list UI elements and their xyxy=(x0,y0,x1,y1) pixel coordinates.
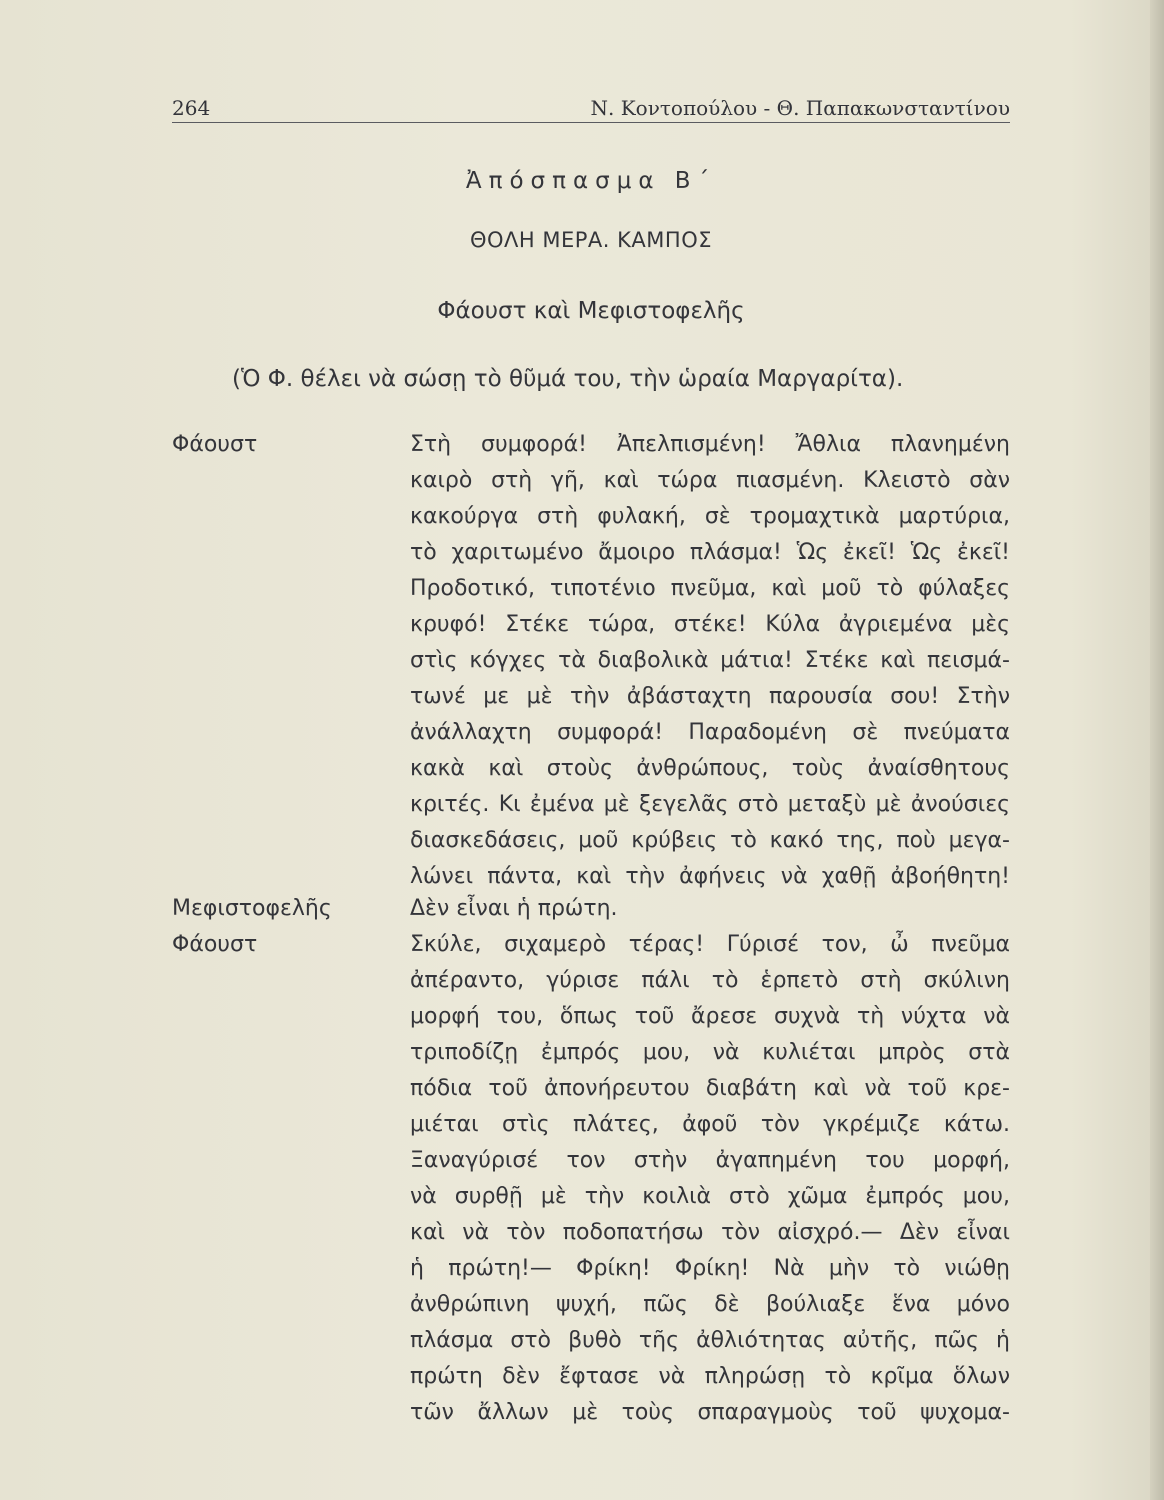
text-line: διασκεδάσεις, μοῦ κρύβεις τὸ κακό της, ποὺ μεγα- xyxy=(410,828,1010,853)
text-line: στὶς κόγχες τὰ διαβολικὰ μάτια! Στέκε καὶ πεισμά- xyxy=(410,648,1010,673)
text-line: κριτές. Κι ἐμένα μὲ ξεγελᾶς στὸ μεταξὺ μὲ ἀνούσιες xyxy=(410,792,1010,817)
excerpt-title: Ἀπόσπασμα Β΄ xyxy=(465,168,717,194)
text-line: πόδια τοῦ ἀπονήρευτου διαβάτη καὶ νὰ τοῦ κρε- xyxy=(410,1076,1010,1101)
text-line: λώνει πάντα, καὶ τὴν ἀφήνεις νὰ χαθῇ ἀβοήθητη! xyxy=(410,864,1010,889)
text-line: ἀνθρώπινη ψυχή, πῶς δὲ βούλιαξε ἕνα μόνο xyxy=(410,1292,1010,1317)
header-rule xyxy=(172,122,1010,123)
text-line: τωνέ με μὲ τὴν ἀβάσταχτη παρουσία σου! Στὴν xyxy=(410,684,1010,709)
text-line: νὰ συρθῇ μὲ τὴν κοιλιὰ στὸ χῶμα ἐμπρός μου, xyxy=(410,1184,1010,1209)
characters-line: Φάουστ καὶ Μεφιστοφελῆς xyxy=(437,298,745,324)
text-line: τῶν ἄλλων μὲ τοὺς σπαραγμοὺς τοῦ ψυχομα- xyxy=(410,1400,1010,1425)
speaker-faust: Φάουστ xyxy=(172,432,258,457)
text-line: κρυφό! Στέκε τώρα, στέκε! Κύλα ἀγριεμένα μὲς xyxy=(410,612,1010,637)
page-edge-shadow xyxy=(1150,0,1164,1500)
running-head-authors: Ν. Κοντοπούλου - Θ. Παπακωνσταντίνου xyxy=(590,96,1010,120)
text-line: Ξαναγύρισέ τον στὴν ἀγαπημένη του μορφή, xyxy=(410,1148,1010,1173)
text-line: καὶ νὰ τὸν ποδοπατήσω τὸν αἰσχρό.— Δὲν εἶναι xyxy=(410,1220,1010,1245)
text-line: ἀπέραντο, γύρισε πάλι τὸ ἑρπετὸ στὴ σκύλινη xyxy=(410,968,1010,993)
text-line: καιρὸ στὴ γῆ, καὶ τώρα πιασμένη. Κλειστὸ σὰν xyxy=(410,468,1010,493)
text-line: τὸ χαριτωμένο ἄμοιρο πλάσμα! Ὡς ἐκεῖ! Ὡς ἐκεῖ! xyxy=(410,540,1010,565)
text-line: πλάσμα στὸ βυθὸ τῆς ἀθλιότητας αὐτῆς, πῶς ἡ xyxy=(410,1328,1010,1353)
stage-direction: (Ὁ Φ. θέλει νὰ σώσῃ τὸ θῦμά του, τὴν ὡραία Μαργαρίτα). xyxy=(232,366,904,392)
text-line: μιέται στὶς πλάτες, ἀφοῦ τὸν γκρέμιζε κάτω. xyxy=(410,1112,1010,1137)
speaker-faust-second: Φάουστ xyxy=(172,932,258,957)
text-line: πρώτη δὲν ἔφτασε νὰ πληρώσῃ τὸ κρῖμα ὅλων xyxy=(410,1364,1010,1389)
text-line: κακὰ καὶ στοὺς ἀνθρώπους, τοὺς ἀναίσθητους xyxy=(410,756,1010,781)
text-line: ἡ πρώτη!— Φρίκη! Φρίκη! Νὰ μὴν τὸ νιώθῃ xyxy=(410,1256,1010,1281)
text-line: Δὲν εἶναι ἡ πρώτη. xyxy=(410,896,618,921)
text-line: Στὴ συμφορά! Ἀπελπισμένη! Ἄθλια πλανημένη xyxy=(410,432,1010,457)
speaker-mephistopheles: Μεφιστοφελῆς xyxy=(172,896,332,921)
scene-title: ΘΟΛΗ ΜΕΡΑ. ΚΑΜΠΟΣ xyxy=(469,228,712,252)
text-line: Σκύλε, σιχαμερὸ τέρας! Γύρισέ τον, ὦ πνεῦμα xyxy=(410,932,1010,957)
text-line: τριποδίζῃ ἐμπρός μου, νὰ κυλιέται μπρὸς στὰ xyxy=(410,1040,1010,1065)
text-line: Προδοτικό, τιποτένιο πνεῦμα, καὶ μοῦ τὸ φύλαξες xyxy=(410,576,1010,601)
text-line: κακούργα στὴ φυλακή, σὲ τρομαχτικὰ μαρτύρια, xyxy=(410,504,1010,529)
page-number: 264 xyxy=(172,96,211,120)
text-line: ἀνάλλαχτη συμφορά! Παραδομένη σὲ πνεύματα xyxy=(410,720,1010,745)
text-line: μορφή του, ὅπως τοῦ ἄρεσε συχνὰ τὴ νύχτα νὰ xyxy=(410,1004,1010,1029)
